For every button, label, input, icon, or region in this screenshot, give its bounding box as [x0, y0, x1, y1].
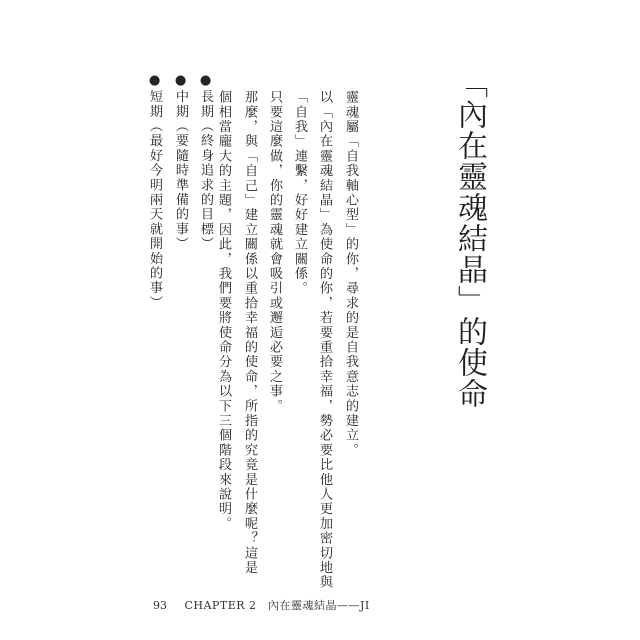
- paragraph-line: 個相當龐大的主題，因此，我們要將使命分為以下三個階段來說明。: [216, 90, 231, 531]
- page-number: 93: [153, 599, 167, 612]
- paragraph-line: 「自我」連繫，好好建立關係。: [292, 90, 307, 296]
- list-item-short-term: ●短期（最好今明兩天就開始的事）: [147, 73, 162, 310]
- paragraph-line: 那麼，與「自己」建立關係以重拾幸福的使命，所指的究竟是什麼呢？這是: [242, 90, 257, 576]
- list-item-long-term: ●長期（終身追求的目標）: [198, 73, 213, 252]
- paragraph-line: 靈魂屬「自我軸心型」的你，尋求的是自我意志的建立。: [343, 90, 358, 458]
- running-footer-chapter: CHAPTER 2 內在靈魂結晶——JI: [184, 599, 370, 612]
- paragraph-line: 只要這麼做，你的靈魂就會吸引或邂逅必要之事。: [267, 90, 282, 414]
- page-footer: [153, 597, 370, 613]
- section-title: 「內在靈魂結晶」的使命: [452, 68, 487, 409]
- paragraph-line: 以「內在靈魂結晶」為使命的你，若要重拾幸福，勢必要比他人更加密切地與: [317, 90, 332, 590]
- list-item-mid-term: ●中期（要隨時準備的事）: [173, 73, 188, 252]
